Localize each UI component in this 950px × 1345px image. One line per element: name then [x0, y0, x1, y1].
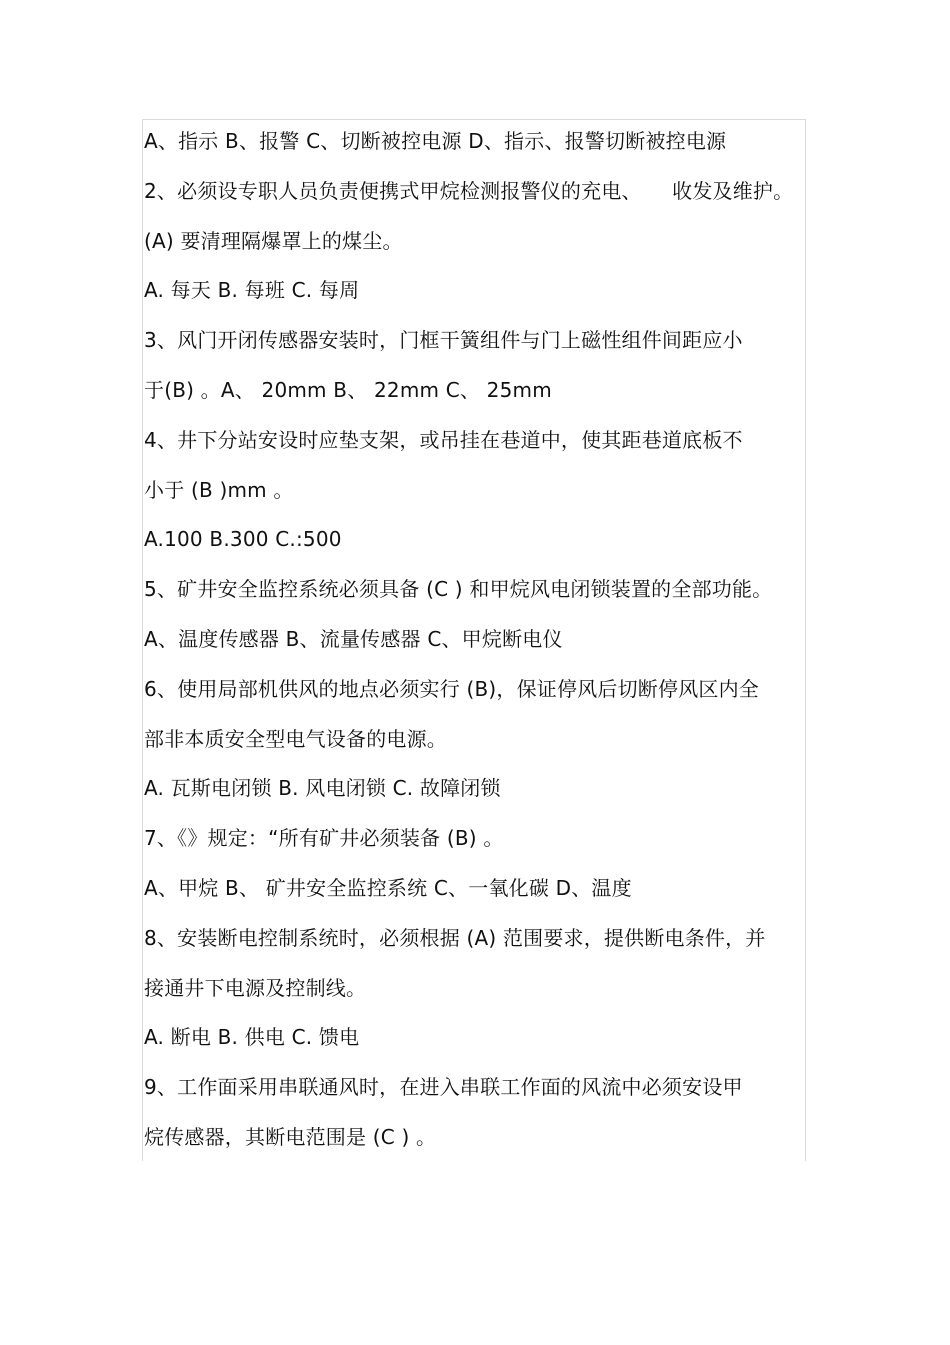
- text-line-4: A. 每天 B. 每班 C. 每周: [144, 278, 360, 303]
- text-line-11: A、温度传感器 B、流量传感器 C、甲烷断电仪: [144, 626, 563, 651]
- document-body: [144, 124, 824, 1170]
- text-line-15: 7、《》规定：“所有矿井必须装备 (B) 。: [144, 826, 504, 851]
- text-line-8: 小于 (B )mm 。: [144, 477, 294, 502]
- text-line-14: A. 瓦斯电闭锁 B. 风电闭锁 C. 故障闭锁: [144, 776, 501, 801]
- text-line-12: 6、使用局部机供风的地点必须实行 (B)，保证停风后切断停风区内全: [144, 676, 760, 701]
- text-line-16: A、甲烷 B、 矿井安全监控系统 C、一氧化碳 D、温度: [144, 875, 632, 900]
- text-line-6: 于(B) 。A、 20mm B、 22mm C、 25mm: [144, 377, 552, 402]
- text-line-2: 2、必须设专职人员负责便携式甲烷检测报警仪的充电、 收发及维护。: [144, 178, 794, 203]
- text-line-9: A.100 B.300 C.:500: [144, 527, 342, 552]
- text-line-17: 8、安装断电控制系统时，必须根据 (A) 范围要求，提供断电条件，并: [144, 925, 766, 950]
- text-line-3: (A) 要清理隔爆罩上的煤尘。: [144, 228, 403, 253]
- text-line-10: 5、矿井安全监控系统必须具备 (C ) 和甲烷风电闭锁装置的全部功能。: [144, 577, 773, 602]
- text-line-21: 烷传感器，其断电范围是 (C ) 。: [144, 1124, 437, 1149]
- text-line-18: 接通井下电源及控制线。: [144, 975, 367, 1000]
- text-line-19: A. 断电 B. 供电 C. 馈电: [144, 1025, 360, 1050]
- text-line-13: 部非本质安全型电气设备的电源。: [144, 726, 447, 751]
- text-line-7: 4、井下分站安设时应垫支架，或吊挂在巷道中，使其距巷道底板不: [144, 427, 743, 452]
- text-line-5: 3、风门开闭传感器安装时，门框干簧组件与门上磁性组件间距应小: [144, 328, 743, 353]
- text-line-20: 9、工作面采用串联通风时，在进入串联工作面的风流中必须安设甲: [144, 1075, 743, 1100]
- text-line-1: A、指示 B、报警 C、切断被控电源 D、指示、报警切断被控电源: [144, 129, 727, 153]
